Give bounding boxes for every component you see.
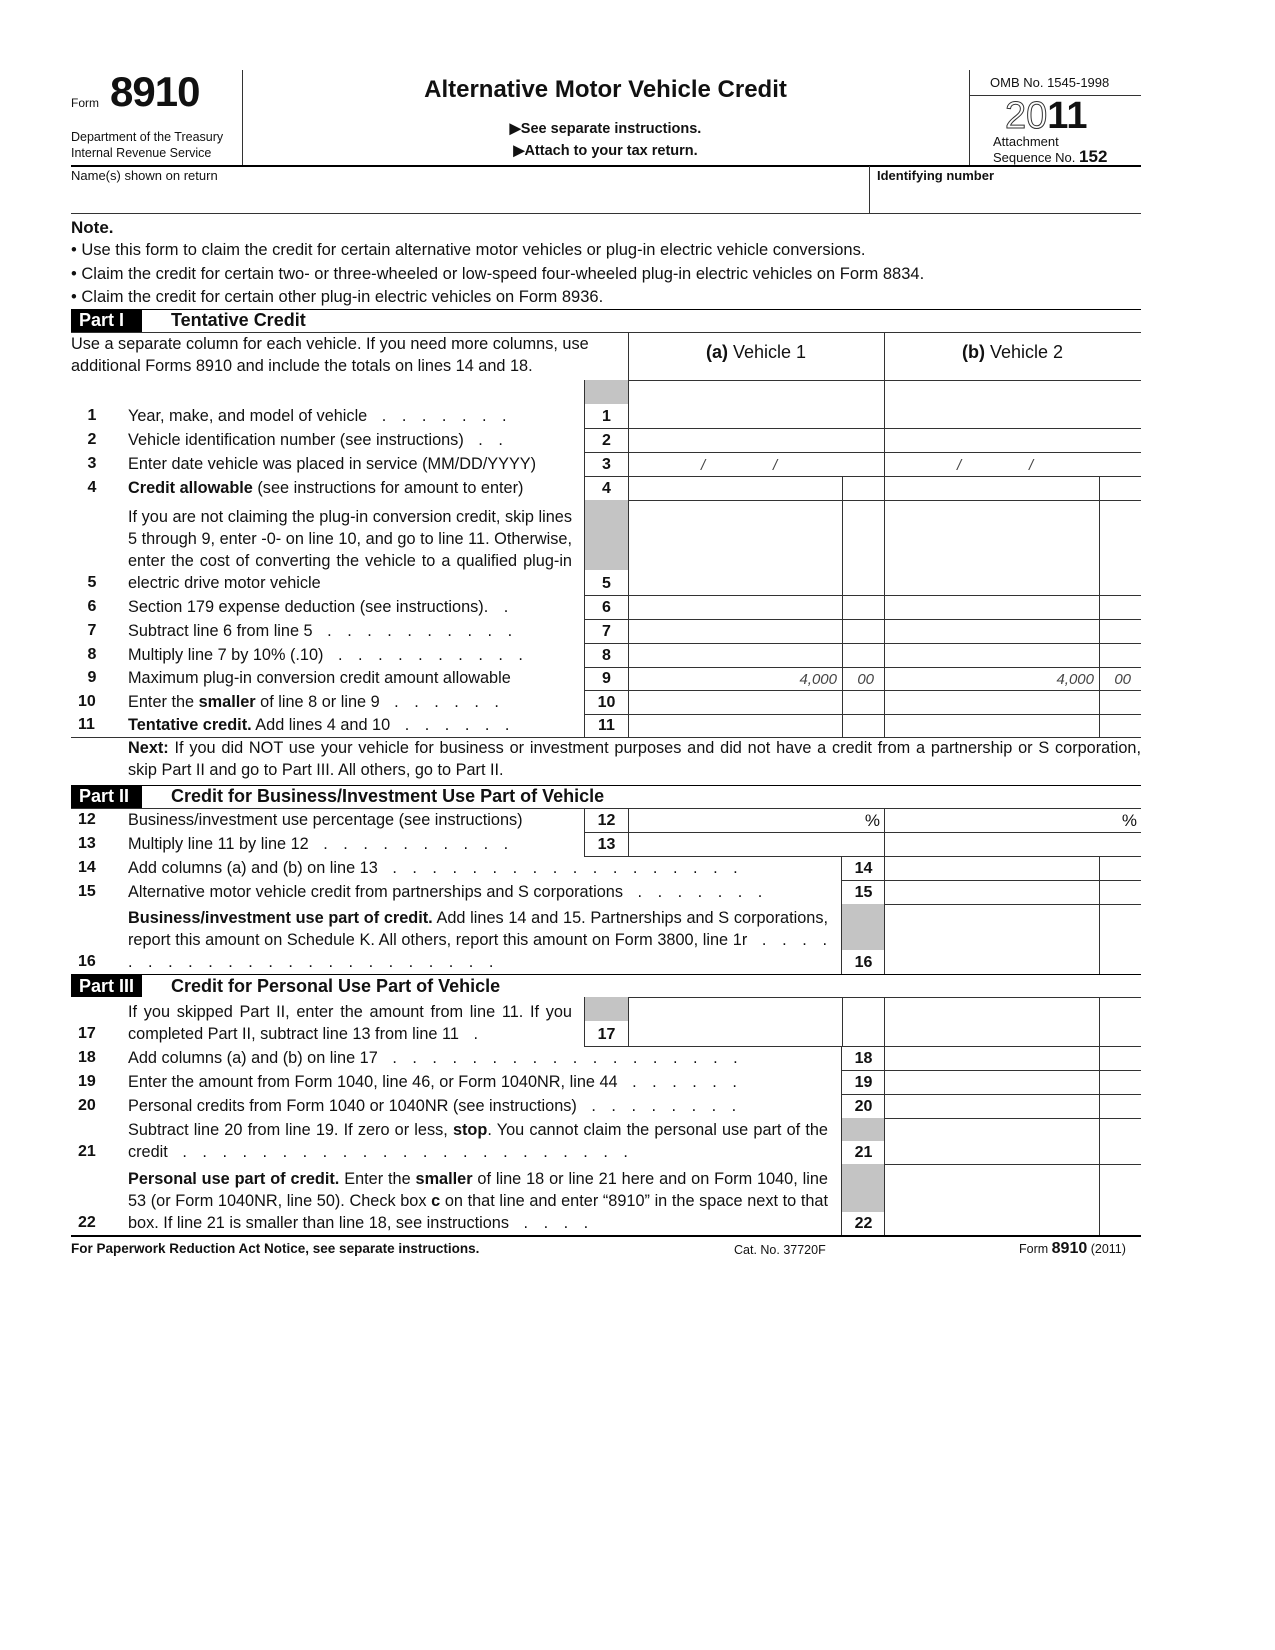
vehicle-2-amount-field[interactable] (884, 832, 1141, 856)
text: Add lines 14 and 15. Partnerships and S corporations, report this amount on Schedule K. All others, report this amount on Form 3800, line 1r (128, 909, 828, 949)
vehicle-2-amount-field[interactable] (884, 428, 1141, 452)
line-number: 1 (87, 407, 97, 424)
line-number: 15 (78, 883, 96, 900)
note-title: Note. (71, 218, 114, 237)
leader-dots: . . . . . . . . . . (323, 646, 524, 664)
line-box-label (584, 643, 628, 667)
cents-divider (842, 643, 843, 667)
name-label: Name(s) shown on return (71, 168, 218, 183)
cents-divider (1099, 667, 1100, 690)
column-instructions: Use a separate column for each vehicle. If you need more columns, use additional Forms 8910 and include the totals on lines 14 and 18. (71, 335, 589, 375)
line-box-label (584, 690, 628, 714)
cents-divider (1099, 1046, 1100, 1070)
leader-dots: . . . . . . . . . . (308, 835, 510, 853)
line-box-number: 1 (602, 408, 611, 425)
line-number: 2 (87, 431, 97, 448)
cents-divider (1099, 1118, 1100, 1164)
vehicle-2-amount-field[interactable] (884, 714, 1141, 737)
shaded-area (585, 380, 628, 404)
text: If you did NOT use your vehicle for business or investment purposes and did not have a credit from a partnership or S corporation, skip Part II and go to Part III. All others, go to Part II. (128, 739, 1141, 779)
line-box-number: 2 (602, 432, 611, 449)
line-number: 14 (78, 859, 96, 876)
cents-divider (1099, 856, 1100, 880)
line-box-number: 18 (854, 1050, 873, 1067)
leader-dots: . (458, 1025, 479, 1043)
vehicle-2-amount-field[interactable] (884, 595, 1141, 619)
text: on that line and enter “8910” in the space next to that box. If line 21 is smaller than line 18, see instructions (128, 1192, 828, 1232)
line-number: 20 (78, 1097, 96, 1114)
amount-value: 4,000 (799, 671, 837, 688)
line-box-label (584, 667, 628, 690)
line-number: 18 (78, 1049, 96, 1066)
cents-divider (1099, 1164, 1100, 1235)
line-box-number: 16 (854, 954, 873, 971)
line-description (128, 1119, 828, 1163)
leader-dots: . . . . . . . . . . . . . . . . . . . . . . . (167, 1143, 629, 1161)
vehicle-1-amount-field[interactable] (628, 997, 884, 1046)
shaded-area (842, 1164, 885, 1212)
text: Enter date vehicle was placed in service (MM/DD/YYYY) (128, 455, 537, 473)
line-number: 9 (87, 669, 97, 686)
line-box-label (584, 452, 628, 476)
paperwork-notice: For Paperwork Reduction Act Notice, see separate instructions. (71, 1241, 480, 1256)
text: Vehicle identification number (see instructions) (128, 431, 464, 449)
shaded-area (585, 500, 628, 570)
column-b-letter: (b) (961, 342, 985, 362)
line-description (128, 1168, 828, 1234)
column-a-label: Vehicle 1 (727, 342, 807, 362)
vehicle-1-amount-field[interactable] (628, 714, 884, 737)
line-number: 13 (78, 835, 96, 852)
part-3-title: Credit for Personal Use Part of Vehicle (171, 976, 501, 996)
note-bullet: • Claim the credit for certain two- or three-wheeled or low-speed four-wheeled plug-in electric vehicles on Form 8834. (71, 265, 925, 283)
line-box-label (584, 500, 628, 595)
line-description (128, 907, 828, 973)
bold-text: c (431, 1192, 441, 1210)
line-number: 10 (78, 693, 96, 710)
sequence (993, 147, 1107, 167)
form-label: Form (71, 96, 99, 110)
year-outline: 20 (1005, 95, 1048, 137)
text: Alternative motor vehicle credit from partnerships and S corporations (128, 883, 623, 901)
bold-text: stop (452, 1121, 488, 1139)
leader-dots: . . . . . . . . (576, 1097, 738, 1115)
line-description (128, 809, 572, 831)
omb-number: OMB No. 1545-1998 (990, 75, 1110, 90)
cents-divider (1099, 1094, 1100, 1118)
instruction-see: ▶See separate instructions. (509, 121, 702, 137)
total-amount-field[interactable] (884, 1046, 1141, 1070)
cents-divider (1099, 714, 1100, 737)
total-amount-field[interactable] (884, 1094, 1141, 1118)
text: Add lines 4 and 10 (251, 716, 391, 734)
vehicle-2-amount-field[interactable] (884, 808, 1141, 832)
total-amount-field[interactable] (884, 904, 1141, 974)
line-description (128, 596, 572, 618)
line-description (128, 644, 572, 666)
divider (969, 70, 970, 166)
line-box-label (584, 714, 628, 737)
leader-dots: . . . . . . . . . . . . . . . . . . (377, 859, 739, 877)
line-box-number: 6 (602, 599, 611, 616)
line-description (128, 881, 828, 903)
line-box-number: 10 (597, 694, 616, 711)
dept-line: Department of the Treasury (71, 130, 224, 144)
line-number: 8 (87, 646, 97, 663)
identifying-number-field[interactable] (877, 168, 1141, 213)
cents-divider (1099, 997, 1100, 1046)
column-a-letter: (a) (705, 342, 728, 362)
column-a-header (628, 342, 884, 363)
vehicle-1-amount-field[interactable] (628, 500, 884, 595)
column-b-header (884, 342, 1141, 363)
line-box-label (841, 1118, 885, 1164)
vehicle-2-amount-field[interactable] (884, 380, 1141, 428)
footer-year: (2011) (1087, 1242, 1126, 1256)
id-label: Identifying number (877, 168, 994, 183)
line-number: 21 (78, 1143, 96, 1160)
total-amount-field[interactable] (884, 1070, 1141, 1094)
cents-divider (842, 667, 843, 690)
leader-dots: . . . . . . (390, 716, 511, 734)
bold-text: smaller (415, 1170, 473, 1188)
text: of line 8 or line 9 (255, 693, 380, 711)
leader-dots: . . . . . . . . . . (312, 622, 514, 640)
text: Multiply line 7 by 10% (.10) (128, 646, 324, 664)
line-description (128, 667, 572, 689)
vehicle-1-amount-field[interactable] (628, 452, 884, 476)
line-description (128, 429, 572, 451)
line-number: 19 (78, 1073, 96, 1090)
cents-divider (842, 714, 843, 737)
text: Add columns (a) and (b) on line 13 (128, 859, 378, 877)
vehicle-1-amount-field[interactable] (628, 619, 884, 643)
vehicle-1-amount-field[interactable] (628, 667, 884, 690)
line-box-number: 21 (854, 1144, 873, 1161)
line-box-label (841, 856, 885, 880)
line-description (128, 1071, 828, 1093)
line-box-label (584, 832, 628, 856)
line-number: 16 (78, 953, 96, 970)
line-number: 5 (87, 574, 97, 591)
vehicle-1-amount-field[interactable] (628, 428, 884, 452)
line-box-label (841, 1070, 885, 1094)
leader-dots: . . . . . . . . . . . . . . . . . . (377, 1049, 739, 1067)
line-description (128, 405, 572, 427)
footer-form-number: 8910 (1051, 1240, 1088, 1257)
cents-divider (1099, 595, 1100, 619)
text: Business/investment use percentage (see instructions) (128, 811, 523, 829)
line-number: 3 (87, 455, 97, 472)
text: Multiply line 11 by line 12 (128, 835, 309, 853)
shaded-area (842, 1118, 885, 1141)
leader-dots: . . . . (509, 1214, 590, 1232)
date-slash: / (773, 457, 778, 474)
vehicle-1-amount-field[interactable] (628, 643, 884, 667)
footer-form-prefix: Form (1019, 1242, 1052, 1256)
vehicle-1-amount-field[interactable] (628, 595, 884, 619)
leader-dots: . . . . . . . . . . . . . . . . . . . . . . . (128, 931, 828, 971)
line-box-number: 20 (854, 1098, 873, 1115)
line-box-number: 4 (602, 480, 611, 497)
sequence-label: Sequence No. (993, 150, 1076, 165)
vehicle-2-amount-field[interactable] (884, 500, 1141, 595)
cents-divider (1099, 690, 1100, 714)
column-b-label: Vehicle 2 (984, 342, 1064, 362)
leader-dots: . . (483, 598, 510, 616)
line-description (128, 833, 572, 855)
bold-text: Personal use part of credit. (128, 1170, 340, 1188)
leader-dots: . . . . . . (379, 693, 500, 711)
note-bullet: • Use this form to claim the credit for certain alternative motor vehicles or plug-in electric vehicle conversions. (71, 241, 866, 259)
text: Enter the (128, 693, 199, 711)
line-box-label (584, 808, 628, 832)
tax-year (1005, 95, 1087, 137)
text: Personal credits from Form 1040 or 1040NR (see instructions) (128, 1097, 577, 1115)
text: Section 179 expense deduction (see instructions) (128, 598, 484, 616)
cents-divider (842, 690, 843, 714)
percent-sign: % (1121, 811, 1137, 830)
part-1-title: Tentative Credit (171, 310, 306, 330)
text: Enter the amount from Form 1040, line 46, or Form 1040NR, line 44 (128, 1073, 618, 1091)
line-box-number: 13 (597, 836, 616, 853)
catalog-number: Cat. No. 37720F (734, 1243, 826, 1257)
total-amount-field[interactable] (884, 880, 1141, 904)
cents-divider (1099, 880, 1100, 904)
date-slash: / (957, 457, 962, 474)
line-box-number: 5 (602, 575, 611, 592)
line-box-number: 22 (854, 1215, 873, 1232)
line-number: 22 (78, 1214, 96, 1231)
line-description (128, 620, 572, 642)
next-instruction (128, 737, 1141, 781)
line-description (128, 714, 572, 736)
line-box-number: 8 (602, 647, 611, 664)
cents-divider (842, 619, 843, 643)
line-box-label (584, 428, 628, 452)
vehicle-2-amount-field[interactable] (884, 619, 1141, 643)
form-title: Alternative Motor Vehicle Credit (424, 76, 787, 103)
part-2-title: Credit for Business/Investment Use Part of Vehicle (171, 786, 605, 806)
line-box-number: 19 (854, 1074, 873, 1091)
line-box-number: 14 (854, 860, 873, 877)
vehicle-1-amount-field[interactable] (628, 690, 884, 714)
bold-text: Business/investment use part of credit. (128, 909, 433, 927)
text: of line 18 or line 21 here and on Form 1040, line 53 (or Form 1040NR, line 50). Check box (128, 1170, 828, 1210)
vehicle-2-amount-field[interactable] (884, 690, 1141, 714)
name-field[interactable] (71, 168, 869, 213)
cents-divider (842, 500, 843, 595)
line-box-label (841, 904, 885, 974)
line-description (128, 857, 828, 879)
cents-value: 00 (1114, 671, 1131, 688)
sequence-number: 152 (1079, 147, 1108, 166)
line-box-label (841, 1164, 885, 1235)
line-box-label (584, 380, 628, 428)
line-box-label (584, 997, 628, 1046)
part-1-label: Part I (71, 309, 142, 332)
text: If you skipped Part II, enter the amount from line 11. If you completed Part II, subtract line 13 from line 11 (128, 1003, 572, 1043)
percent-sign: % (864, 811, 880, 830)
line-number: 17 (78, 1025, 96, 1042)
line-description (128, 1047, 828, 1069)
cents-divider (1099, 476, 1100, 500)
line-description (128, 1095, 828, 1117)
year-bold: 11 (1047, 95, 1088, 137)
line-number: 12 (78, 811, 96, 828)
line-number: 7 (87, 622, 97, 639)
vehicle-2-amount-field[interactable] (884, 476, 1141, 500)
instruction-attach: ▶Attach to your tax return. (513, 143, 698, 159)
amount-value: 4,000 (1056, 671, 1094, 688)
note-bullet: • Claim the credit for certain other plug-in electric vehicles on Form 8936. (71, 288, 604, 306)
shaded-area (842, 904, 885, 950)
line-box-label (841, 1046, 885, 1070)
line-description (128, 453, 572, 475)
vehicle-2-amount-field[interactable] (884, 452, 1141, 476)
text: Add columns (a) and (b) on line 17 (128, 1049, 378, 1067)
date-slash: / (1029, 457, 1034, 474)
cents-divider (842, 595, 843, 619)
total-amount-field[interactable] (884, 1118, 1141, 1164)
leader-dots: . . . . . . . (367, 407, 508, 425)
line-box-number: 7 (602, 623, 611, 640)
line-box-label (841, 880, 885, 904)
attachment-label: Attachment (993, 134, 1059, 149)
leader-dots: . . (463, 431, 504, 449)
line-box-number: 12 (597, 812, 616, 829)
date-slash: / (701, 457, 706, 474)
leader-dots: . . . . . . (617, 1073, 738, 1091)
line-box-label (584, 476, 628, 500)
agency-line: Internal Revenue Service (71, 146, 212, 160)
line-box-number: 17 (597, 1026, 616, 1043)
part-3-label: Part III (71, 975, 142, 997)
vehicle-2-amount-field[interactable] (884, 667, 1141, 690)
vehicle-2-amount-field[interactable] (884, 997, 1141, 1046)
line-number: 6 (87, 598, 97, 615)
text: Subtract line 6 from line 5 (128, 622, 313, 640)
line-box-number: 9 (602, 670, 611, 687)
footer-form-id (1019, 1240, 1126, 1258)
divider (71, 213, 1141, 214)
total-amount-field[interactable] (884, 1164, 1141, 1235)
part-2-label: Part II (71, 785, 142, 808)
line-description (128, 506, 572, 594)
vehicle-2-amount-field[interactable] (884, 643, 1141, 667)
bold-text: smaller (198, 693, 256, 711)
text: (see instructions for amount to enter) (252, 479, 524, 497)
vehicle-1-amount-field[interactable] (628, 808, 884, 832)
line-box-label (841, 1094, 885, 1118)
text: Maximum plug-in conversion credit amount allowable (128, 669, 511, 687)
line-number: 4 (87, 479, 97, 496)
vehicle-1-amount-field[interactable] (628, 380, 884, 428)
cents-divider (1099, 643, 1100, 667)
bold-text: Next: (128, 739, 169, 757)
form-number: 8910 (110, 68, 200, 115)
line-description (128, 691, 572, 713)
line-description (128, 1001, 572, 1045)
divider (71, 165, 1141, 167)
divider (71, 1235, 1141, 1237)
line-description (128, 477, 572, 499)
vehicle-1-amount-field[interactable] (628, 832, 884, 856)
cents-divider (842, 476, 843, 500)
bold-text: Tentative credit. (128, 716, 252, 734)
line-box-label (584, 619, 628, 643)
cents-divider (1099, 904, 1100, 974)
line-box-number: 15 (854, 884, 873, 901)
text: . You cannot claim the personal use part of the credit (128, 1121, 828, 1161)
line-box-number: 3 (602, 456, 611, 473)
line-box-label (584, 595, 628, 619)
line-box-number: 11 (598, 717, 615, 734)
shaded-area (585, 997, 628, 1021)
divider (869, 166, 870, 213)
cents-divider (842, 997, 843, 1046)
cents-divider (1099, 500, 1100, 595)
text: Enter the (339, 1170, 416, 1188)
bold-text: Credit allowable (128, 479, 253, 497)
cents-divider (1099, 1070, 1100, 1094)
line-number: 11 (78, 716, 95, 733)
text: Year, make, and model of vehicle (128, 407, 368, 425)
total-amount-field[interactable] (884, 856, 1141, 880)
cents-value: 00 (857, 671, 874, 688)
vehicle-1-amount-field[interactable] (628, 476, 884, 500)
cents-divider (1099, 619, 1100, 643)
text: Subtract line 20 from line 19. If zero or less, (128, 1121, 453, 1139)
leader-dots: . . . . . . . (623, 883, 764, 901)
text: If you are not claiming the plug-in conversion credit, skip lines 5 through 9, enter -0- on line 10, and go to line 11. Otherwise, enter the cost of converting the vehicle to a qualified plug-in electric drive motor vehicle (128, 508, 572, 592)
